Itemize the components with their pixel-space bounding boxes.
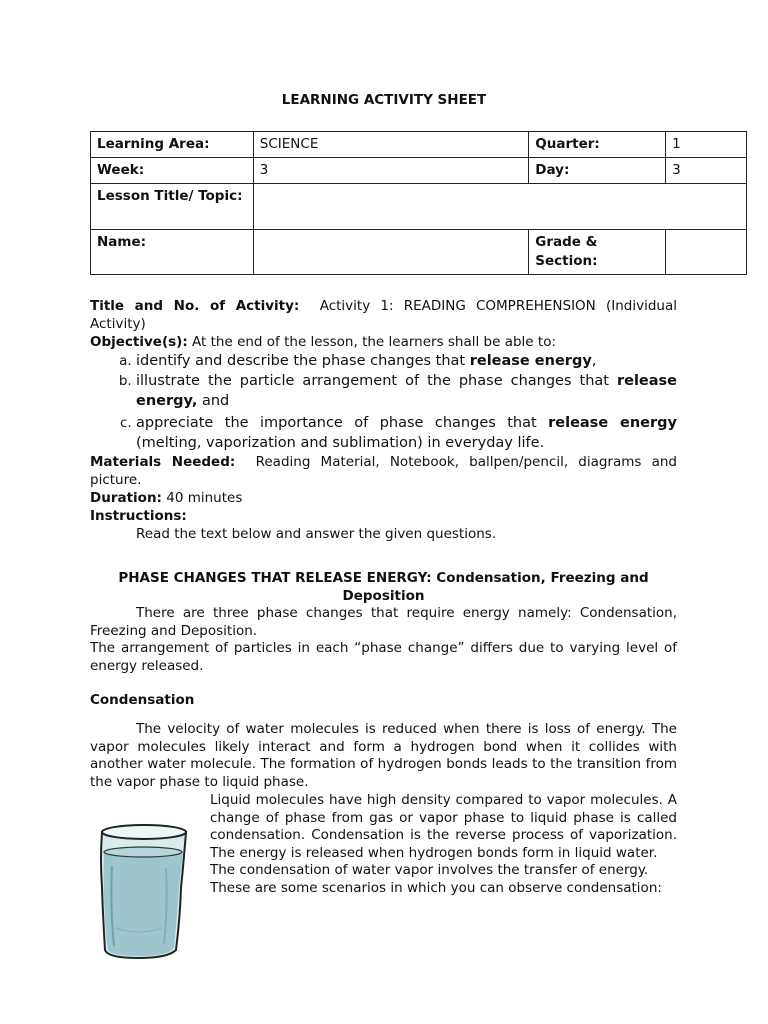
objective-c: c. appreciate the importance of phase changes that release energy (melting, vaporization and sublimation) in everyday life. <box>136 413 677 453</box>
activity-section <box>90 297 677 543</box>
reading-section <box>90 569 677 791</box>
condensation-side-text <box>210 792 677 898</box>
glass-of-water-illustration <box>88 818 200 964</box>
condensation-paragraph-1: The velocity of water molecules is reduced when there is loss of energy. The vapor molecules likely interact and form a hydrogen bond when it collides with another water molecule. The formation of hydrogen bonds leads to the transition from the vapor phase to liquid phase. <box>90 720 677 790</box>
activity-title-value: Activity 1: READING COMPREHENSION (Individual Activity) <box>90 298 677 332</box>
learning-area-value: SCIENCE <box>253 132 528 158</box>
duration-text: 40 minutes <box>166 490 243 506</box>
activity-title-label: Title and No. of Activity: <box>90 298 300 314</box>
activity-title <box>90 297 677 333</box>
name-value[interactable] <box>253 230 528 275</box>
condensation-paragraph-4: These are some scenarios in which you can observe condensation: <box>210 879 662 896</box>
objectives-label: Objective(s): <box>90 334 188 350</box>
materials-text: Reading Material, Notebook, ballpen/pencil, diagrams and picture. <box>90 454 677 488</box>
materials-needed <box>90 453 677 489</box>
condensation-paragraph-2: Liquid molecules have high density compared to vapor molecules. A change of phase from gas or vapor phase to liquid phase is called condensation. Condensation is the reverse process of vaporization. The energy is released when hydrogen bonds form in liquid water. <box>210 792 677 861</box>
objectives-intro <box>90 333 677 351</box>
instructions-text: Read the text below and answer the given questions. <box>136 526 497 542</box>
day-value: 3 <box>666 158 747 184</box>
name-label: Name: <box>91 230 254 275</box>
grade-section-value[interactable] <box>666 230 747 275</box>
reading-heading: PHASE CHANGES THAT RELEASE ENERGY: Condensation, Freezing and Deposition <box>118 570 649 604</box>
condensation-paragraph-3: The condensation of water vapor involves the transfer of energy. <box>210 862 649 879</box>
lesson-title-value[interactable] <box>253 184 746 230</box>
materials-label: Materials Needed: <box>90 454 236 470</box>
reading-intro-2: The arrangement of particles in each “phase change” differs due to varying level of energy released. <box>90 640 677 674</box>
objective-b: b. illustrate the particle arrangement of the phase changes that release energy, and <box>136 371 677 411</box>
day-label: Day: <box>529 158 666 184</box>
reading-intro-1: There are three phase changes that require energy namely: Condensation, Freezing and Deposition. <box>90 605 677 639</box>
duration-label: Duration: <box>90 490 162 506</box>
learning-area-label: Learning Area: <box>91 132 254 158</box>
info-table <box>90 131 747 275</box>
grade-section-label: Grade & Section: <box>529 230 666 275</box>
instructions-label: Instructions: <box>90 508 187 524</box>
sheet-title: LEARNING ACTIVITY SHEET <box>281 92 487 108</box>
objectives-list <box>90 351 677 453</box>
week-value: 3 <box>253 158 528 184</box>
duration <box>90 489 677 507</box>
week-label: Week: <box>91 158 254 184</box>
condensation-heading: Condensation <box>90 692 195 709</box>
objectives-intro-text: At the end of the lesson, the learners shall be able to: <box>192 334 557 350</box>
quarter-label: Quarter: <box>529 132 666 158</box>
objective-a: a. identify and describe the phase changes that release energy, <box>136 351 677 371</box>
lesson-title-label: Lesson Title/ Topic: <box>91 184 254 230</box>
quarter-value: 1 <box>666 132 747 158</box>
